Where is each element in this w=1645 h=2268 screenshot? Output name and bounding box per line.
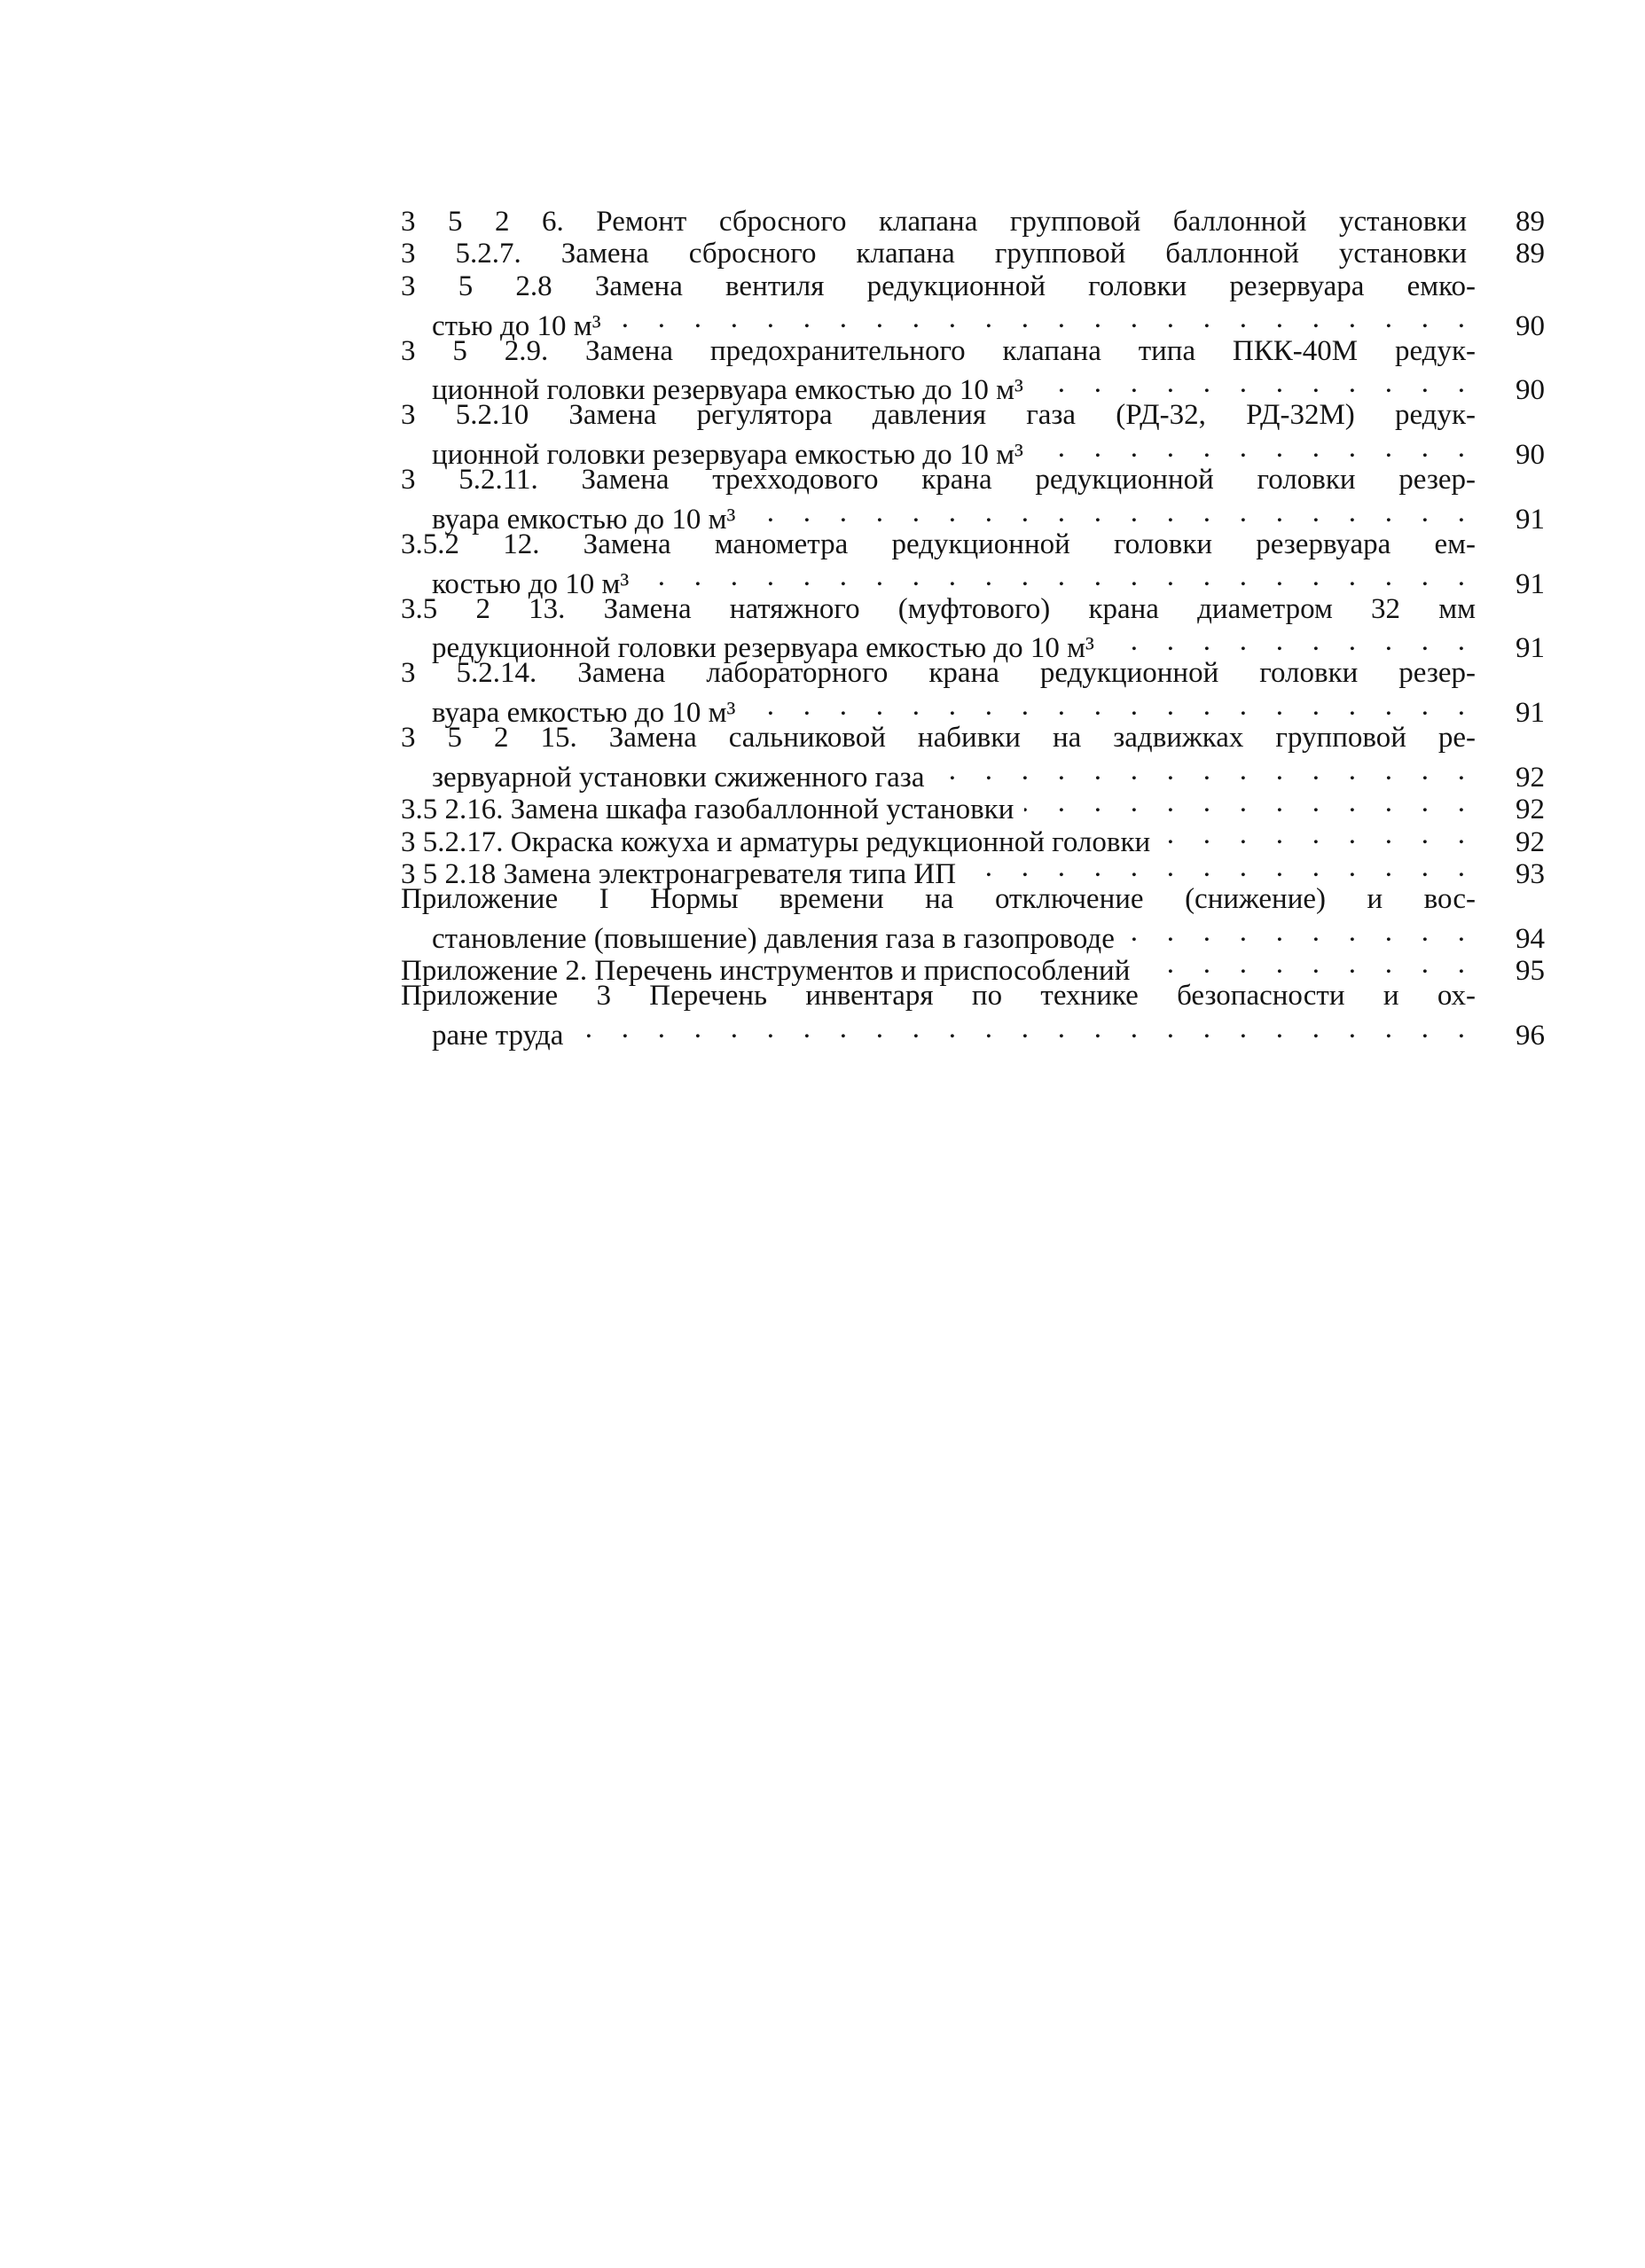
toc-entry-text: 3 5.2.17. Окраска кожуха и арматуры редукционной головки (401, 825, 1151, 858)
toc-page-number: 89 (1516, 238, 1545, 270)
toc-line (401, 238, 1545, 270)
toc-entry (401, 334, 1545, 407)
toc-line (401, 528, 1545, 560)
toc-page-number: 91 (1516, 503, 1545, 536)
dot-leader (1140, 948, 1467, 980)
toc-entry (401, 818, 1545, 858)
dot-leader (612, 302, 1467, 334)
toc-entry (401, 948, 1545, 988)
toc-entry-text: 3 5.2.10 Замена регулятора давления газа (РД-32, РД-32М) редук- (401, 399, 1476, 432)
toc-entry (401, 528, 1545, 600)
toc-entry (401, 206, 1545, 238)
dot-leader (1034, 367, 1467, 399)
toc-page-number: 92 (1516, 825, 1545, 858)
toc-entry-text: вуара емкостью до 10 м³ (432, 503, 736, 536)
toc-line (401, 497, 1545, 536)
dot-leader (1105, 625, 1467, 657)
toc-line (401, 786, 1545, 826)
toc-entry-text: 3.5 2 13. Замена натяжного (муфтового) крана диаметром 32 мм (401, 592, 1476, 625)
toc-entry (401, 270, 1545, 342)
toc-entry-text: редукционной головки резервуара емкостью до 10 м³ (432, 632, 1094, 665)
toc-entry (401, 851, 1545, 891)
toc-entry-text: Приложение I Нормы времени на отключение (снижение) и вос- (401, 883, 1476, 916)
toc-page-number: 95 (1516, 955, 1545, 988)
toc-entry-text: 3 5 2 6. Ремонт сбросного клапана групповой баллонной установки (401, 206, 1467, 238)
toc-line (401, 560, 1545, 600)
toc-entry (401, 657, 1545, 730)
toc-entry-text: 3 5 2.8 Замена вентиля редукционной головки резервуара емко- (401, 270, 1476, 302)
toc-line (401, 270, 1545, 302)
toc-line (401, 367, 1545, 407)
toc-line (401, 948, 1545, 988)
toc-line (401, 916, 1545, 955)
toc-entry-text: 3.5.2 12. Замена манометра редукционной головки резервуара ем- (401, 528, 1476, 560)
toc-entry-text: 3.5 2.16. Замена шкафа газобаллонной установки (401, 794, 1014, 826)
toc-line (401, 980, 1545, 1012)
toc-entry-text: Приложение 3 Перечень инвентаря по технике безопасности и ох- (401, 980, 1476, 1013)
toc-line (401, 883, 1545, 915)
toc-page-number: 91 (1516, 632, 1545, 665)
dot-leader (746, 497, 1467, 528)
dot-leader (746, 690, 1467, 722)
toc-entry-text: 3 5.2.11. Замена трехходового крана редукционной головки резер- (401, 464, 1476, 497)
toc-line (401, 657, 1545, 689)
toc-line (401, 1013, 1545, 1052)
toc-entry-text: костью до 10 м³ (432, 567, 630, 600)
toc-entry-text: 3 5 2.18 Замена электронагревателя типа ИП (401, 858, 957, 891)
toc-entry-text: зервуарной установки сжиженного газа (432, 762, 925, 794)
toc-line (401, 399, 1545, 431)
toc-page-number: 94 (1516, 922, 1545, 955)
dot-leader (967, 851, 1467, 883)
toc-line (401, 755, 1545, 794)
toc-page-number: 92 (1516, 762, 1545, 794)
toc-line (401, 464, 1545, 496)
toc-line (401, 722, 1545, 754)
toc-page-number: 90 (1516, 439, 1545, 472)
toc-line (401, 625, 1545, 665)
table-of-contents (401, 206, 1545, 1052)
toc-entry-text: ране труда (432, 1020, 564, 1052)
toc-entry-text: становление (повышение) давления газа в газопроводе (432, 922, 1115, 955)
toc-page-number: 90 (1516, 374, 1545, 407)
toc-entry (401, 399, 1545, 472)
toc-entry (401, 883, 1545, 955)
toc-line (401, 690, 1545, 730)
dot-leader (1034, 432, 1467, 464)
toc-entry (401, 464, 1545, 536)
dot-leader (1125, 916, 1467, 948)
toc-entry-text: Приложение 2. Перечень инструментов и приспособлений (401, 955, 1131, 988)
toc-line (401, 851, 1545, 891)
dot-leader (639, 560, 1467, 592)
toc-entry (401, 786, 1545, 826)
toc-entry-text: ционной головки резервуара емкостью до 10 м³ (432, 439, 1023, 472)
toc-line (401, 335, 1545, 367)
toc-page-number: 91 (1516, 567, 1545, 600)
toc-entry-text: 3 5.2.7. Замена сбросного клапана групповой баллонной установки (401, 238, 1467, 270)
toc-page-number: 96 (1516, 1020, 1545, 1052)
toc-entry-text: стью до 10 м³ (432, 309, 601, 342)
toc-entry-text: 3 5 2 15. Замена сальниковой набивки на задвижках групповой ре- (401, 722, 1476, 755)
toc-line (401, 818, 1545, 858)
toc-page-number: 92 (1516, 794, 1545, 826)
toc-entry (401, 980, 1545, 1052)
toc-page-number: 91 (1516, 697, 1545, 730)
toc-line (401, 432, 1545, 472)
toc-line (401, 206, 1545, 238)
toc-entry (401, 722, 1545, 794)
toc-entry (401, 238, 1545, 270)
dot-leader (574, 1013, 1467, 1044)
dot-leader (936, 755, 1468, 786)
toc-line (401, 593, 1545, 625)
toc-entry-text: 3 5 2.9. Замена предохранительного клапана типа ПКК-40М редук- (401, 334, 1476, 367)
dot-leader (1161, 818, 1467, 850)
toc-entry-text: ционной головки резервуара емкостью до 10 м³ (432, 374, 1023, 407)
toc-entry (401, 592, 1545, 665)
toc-entry-text: 3 5.2.14. Замена лабораторного крана редукционной головки резер- (401, 657, 1476, 690)
toc-page-number: 89 (1516, 206, 1545, 238)
dot-leader (1024, 786, 1467, 818)
toc-line (401, 302, 1545, 342)
toc-entry-text: вуара емкостью до 10 м³ (432, 697, 736, 730)
toc-page-number: 93 (1516, 858, 1545, 891)
toc-page-number: 90 (1516, 309, 1545, 342)
